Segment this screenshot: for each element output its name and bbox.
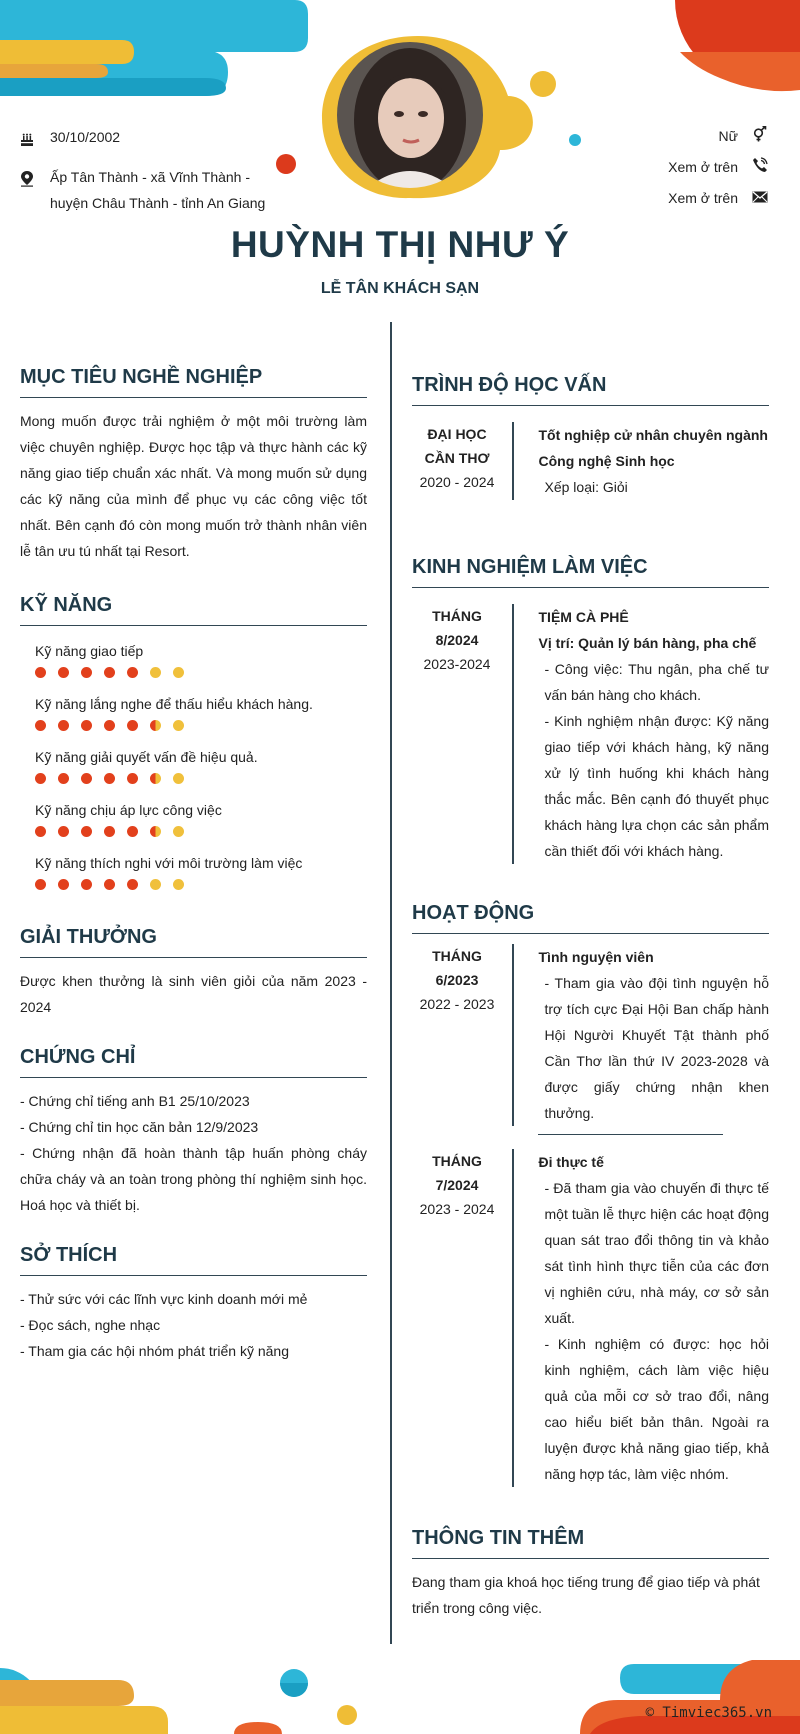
extra-info-section [412,1527,769,1621]
skills-section [20,594,367,890]
rating-dot [58,773,69,784]
entry-years: 2020 - 2024 [419,474,495,490]
entry-years: 2023 - 2024 [419,1201,495,1217]
awards-title: GIẢI THƯỞNG [20,926,367,958]
entry-heading: Công nghệ Sinh học [538,453,675,469]
extra-info-title: THÔNG TIN THÊM [412,1527,769,1559]
hobby-line: - Tham gia các hội nhóm phát triển kỹ năng [20,1343,290,1359]
rating-dot [150,826,161,837]
rating-dot [81,667,92,678]
address-line1: Ấp Tân Thành - xã Vĩnh Thành - [50,169,251,185]
skills-title: KỸ NĂNG [20,594,367,626]
entry-line: Xếp loại: Giỏi [544,479,628,495]
phone-icon [738,157,768,176]
awards-section [20,926,367,1020]
entry-years: 2022 - 2023 [419,996,495,1012]
entry-line: - Công việc: Thu ngân, pha chế tư vấn bán hàng cho khách. [544,661,769,703]
certificate-line: - Chứng chỉ tiếng anh B1 25/10/2023 [20,1093,250,1109]
entry-line: - Tham gia vào đội tình nguyện hỗ trợ tích cực Đại Hội Ban chấp hành Hội Người Khuyết Tật thành phố Cần Thơ lần thứ IV 2023-2028 và được giấy chứng nhận khen thưởng. [544,975,769,1121]
entry-separator [512,1149,514,1487]
skill-item [20,852,367,890]
activity-entry [412,1149,769,1487]
rating-dot [127,720,138,731]
email-text: Xem ở trên [668,189,738,206]
job-title: LỄ TÂN KHÁCH SẠN [320,280,480,297]
left-column [20,366,367,1394]
entry-line: - Đã tham gia vào chuyến đi thực tế một tuần lễ thực hiện các hoạt động quan sát trao đổi thông tin và khảo sát tình hình thực tiễn của các đơn vị nghiên cứu, nhà máy, cơ sở sản xuất. [544,1180,769,1326]
hobbies-section [20,1244,367,1364]
experience-section [412,556,769,864]
rating-dot [173,773,184,784]
entry-when-line1: THÁNG [432,948,482,964]
cake-icon [20,124,50,155]
rating-dot [104,879,115,890]
rating-dot [173,879,184,890]
rating-dot [35,667,46,678]
awards-text: Được khen thưởng là sinh viên giỏi của năm 2023 - 2024 [20,973,367,1015]
entry-heading: Tình nguyện viên [538,949,654,965]
rating-dot [35,826,46,837]
rating-dot [150,773,161,784]
entry-when-line1: ĐẠI HỌC [427,426,487,442]
skill-name: Kỹ năng lắng nghe để thấu hiểu khách hàng. [35,696,313,712]
certificate-line: - Chứng nhận đã hoàn thành tập huấn phòng cháy chữa cháy và an toàn trong phòng thí nghiệm sinh học. Hoá học và thiết bị. [20,1145,367,1213]
rating-dot [58,879,69,890]
rating-dot [58,667,69,678]
rating-dot [173,826,184,837]
experience-entry [412,604,769,864]
skill-item [20,799,367,837]
rating-dot [58,720,69,731]
education-entry [412,422,769,500]
skill-rating [35,720,367,731]
candidate-name: HUỲNH THỊ NHƯ Ý [230,224,570,265]
rating-dot [150,720,161,731]
entry-body [539,1149,770,1487]
entry-years: 2023-2024 [423,656,491,672]
entry-when-line2: CẦN THƠ [424,450,490,466]
entry-heading: Đi thực tế [538,1154,604,1170]
rating-dot [173,720,184,731]
rating-dot [127,667,138,678]
objective-text: Mong muốn được trải nghiệm ở một môi trường làm việc chuyên nghiệp. Được học tập và thực hành các kỹ năng giao tiếp chuẩn xác nhất. Và mong muốn sử dụng các kỹ năng của mình để phục vụ các công việc tốt nhất. Bên cạnh đó còn mong muốn trở thành nhân viên lễ tân ưu tú nhất tại Resort. [20,413,367,559]
hobby-line: - Đọc sách, nghe nhạc [20,1317,161,1333]
entry-body [539,422,770,500]
entry-separator [512,604,514,864]
rating-dot [81,826,92,837]
skill-item [20,640,367,678]
entry-when-line2: 7/2024 [435,1177,479,1193]
gender-row [668,120,768,151]
entry-period [412,1149,512,1487]
skill-name: Kỹ năng thích nghi với môi trường làm việc [35,855,303,871]
rating-dot [104,773,115,784]
rating-dot [150,879,161,890]
skill-name: Kỹ năng chịu áp lực công việc [35,802,222,818]
right-column [412,374,769,1651]
skill-rating [35,667,367,678]
copyright: © Timviec365.vn [645,1705,772,1721]
phone-text: Xem ở trên [668,158,738,175]
personal-info-left [20,124,265,225]
rating-dot [81,773,92,784]
entry-when-line1: THÁNG [432,608,482,624]
rating-dot [35,720,46,731]
entry-period [412,604,512,864]
entry-line: - Kinh nghiệm nhận được: Kỹ năng giao tiếp với khách hàng, kỹ năng xử lý tình huống khi khách hàng thắc mắc. Bên cạnh đó thuyết phục khách hàng lựa chọn các sản phẩm cần thiết đối với khách hàng. [544,713,769,859]
column-divider [390,322,392,1644]
entry-when-line2: 6/2023 [435,972,479,988]
rating-dot [173,667,184,678]
email-row [668,182,768,213]
rating-dot [127,826,138,837]
activities-title: HOẠT ĐỘNG [412,902,769,934]
gender-icon [738,126,768,145]
phone-row [668,151,768,182]
entry-heading: Tốt nghiệp cử nhân chuyên ngành [538,427,768,443]
certificates-section [20,1046,367,1218]
entry-line: - Kinh nghiệm có được: học hỏi kinh nghiệm, cách làm việc hiệu quả của mỗi cơ sở trao đổi, nâng cao hiểu biết bản thân. Ngoài ra luyện được khả năng giao tiếp, khả năng hợp tác, làm việc nhóm. [544,1336,769,1482]
mail-icon [738,190,768,206]
hobbies-title: SỞ THÍCH [20,1244,367,1276]
entry-body [539,604,770,864]
rating-dot [127,879,138,890]
skill-item [20,693,367,731]
hobby-line: - Thử sức với các lĩnh vực kinh doanh mới mẻ [20,1291,308,1307]
address-line2: huyện Châu Thành - tỉnh An Giang [50,195,266,211]
rating-dot [127,773,138,784]
education-section [412,374,769,500]
activity-entry [412,944,769,1126]
rating-dot [35,879,46,890]
experience-title: KINH NGHIỆM LÀM VIỆC [412,556,769,588]
certificate-line: - Chứng chỉ tin học căn bản 12/9/2023 [20,1119,259,1135]
skill-rating [35,879,367,890]
rating-dot [58,826,69,837]
gender-text: Nữ [718,127,738,144]
activities-section [412,902,769,1487]
rating-dot [104,667,115,678]
address-row [20,164,265,216]
entry-when-line2: 8/2024 [435,632,479,648]
certificates-title: CHỨNG CHỈ [20,1046,367,1078]
birthday-row [20,124,265,155]
extra-info-text: Đang tham gia khoá học tiếng trung để giao tiếp và phát triển trong công việc. [412,1574,760,1616]
rating-dot [150,667,161,678]
rating-dot [81,879,92,890]
rating-dot [104,826,115,837]
skill-name: Kỹ năng giao tiếp [35,643,144,659]
entry-period [412,944,512,1126]
rating-dot [104,720,115,731]
birthday-text: 30/10/2002 [50,129,121,145]
entry-heading: TIỆM CÀ PHÊ [538,609,629,625]
skills-list [20,640,367,890]
location-icon [20,164,50,195]
skill-rating [35,826,367,837]
entry-separator [512,944,514,1126]
rating-dot [81,720,92,731]
entry-separator [512,422,514,500]
entry-divider [538,1134,723,1135]
avatar [335,40,485,190]
entry-when-line1: THÁNG [432,1153,482,1169]
entry-body [539,944,770,1126]
education-title: TRÌNH ĐỘ HỌC VẤN [412,374,769,406]
entry-heading: Vị trí: Quản lý bán hàng, pha chế [538,635,757,651]
objective-title: MỤC TIÊU NGHỀ NGHIỆP [20,366,367,398]
skill-item [20,746,367,784]
rating-dot [35,773,46,784]
skill-rating [35,773,367,784]
personal-info-right [668,120,768,213]
entry-period [412,422,512,500]
objective-section [20,366,367,564]
skill-name: Kỹ năng giải quyết vấn đề hiệu quả. [35,749,258,765]
